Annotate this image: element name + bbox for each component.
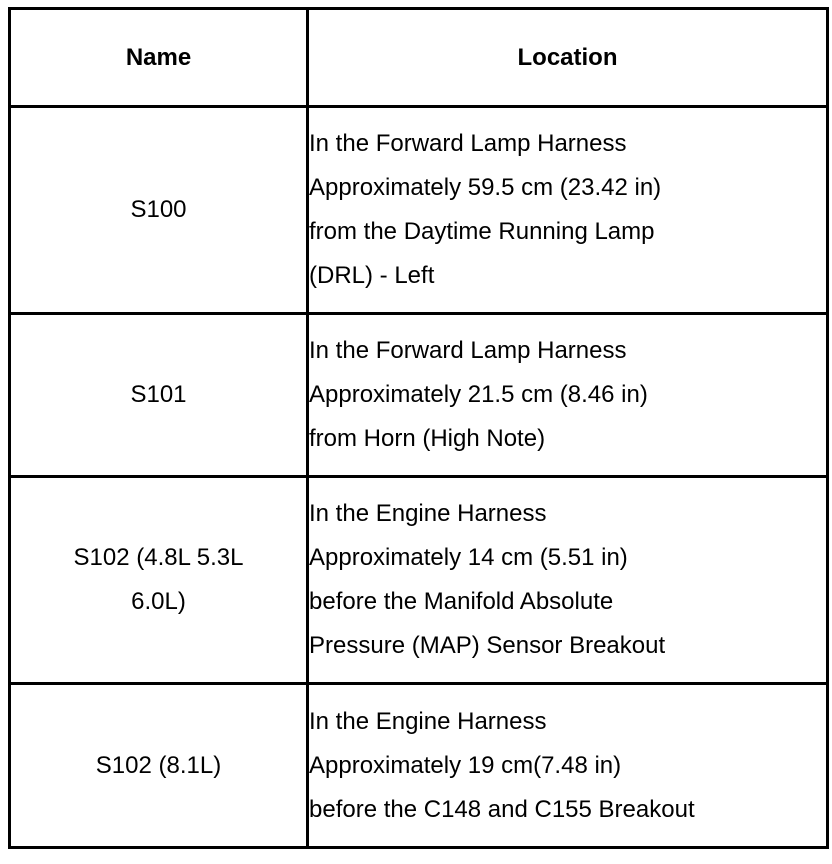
table-row [10, 107, 828, 314]
location-line: Approximately 21.5 cm (8.46 in) [309, 381, 648, 408]
location-line: (DRL) - Left [309, 262, 435, 289]
table-row [10, 477, 828, 684]
location-line: In the Forward Lamp Harness [309, 130, 627, 157]
location-line: Pressure (MAP) Sensor Breakout [309, 632, 666, 659]
splice-name-cell [10, 107, 308, 314]
splice-name: S102 (4.8L 5.3L [73, 544, 244, 571]
splice-name: S100 [130, 196, 187, 223]
splice-location-cell [308, 684, 828, 848]
splice-name-cell [10, 314, 308, 477]
splice-name-cell [10, 477, 308, 684]
location-line: from the Daytime Running Lamp [309, 218, 655, 245]
header-row [10, 9, 828, 107]
splice-location-table [8, 7, 829, 849]
header-name: Name [10, 9, 308, 107]
location-line: Approximately 19 cm(7.48 in) [309, 751, 622, 779]
splice-location-cell [308, 314, 828, 477]
splice-location-cell [308, 107, 828, 314]
splice-name: 6.0L) [131, 588, 186, 615]
location-line: before the Manifold Absolute [309, 588, 614, 615]
header-location: Location [308, 9, 828, 107]
splice-name-cell [10, 684, 308, 848]
table-row [10, 314, 828, 477]
table-row [10, 684, 828, 848]
location-line: from Horn (High Note) [309, 425, 546, 452]
location-line: Approximately 14 cm (5.51 in) [309, 544, 628, 571]
location-line: Approximately 59.5 cm (23.42 in) [309, 174, 662, 201]
location-line: In the Engine Harness [309, 500, 547, 527]
location-line: In the Engine Harness [309, 707, 547, 735]
splice-name: S102 (8.1L) [95, 751, 222, 779]
location-line: In the Forward Lamp Harness [309, 337, 627, 364]
splice-name: S101 [130, 381, 187, 408]
splice-location-cell [308, 477, 828, 684]
location-line: before the C148 and C155 Breakout [309, 795, 695, 823]
